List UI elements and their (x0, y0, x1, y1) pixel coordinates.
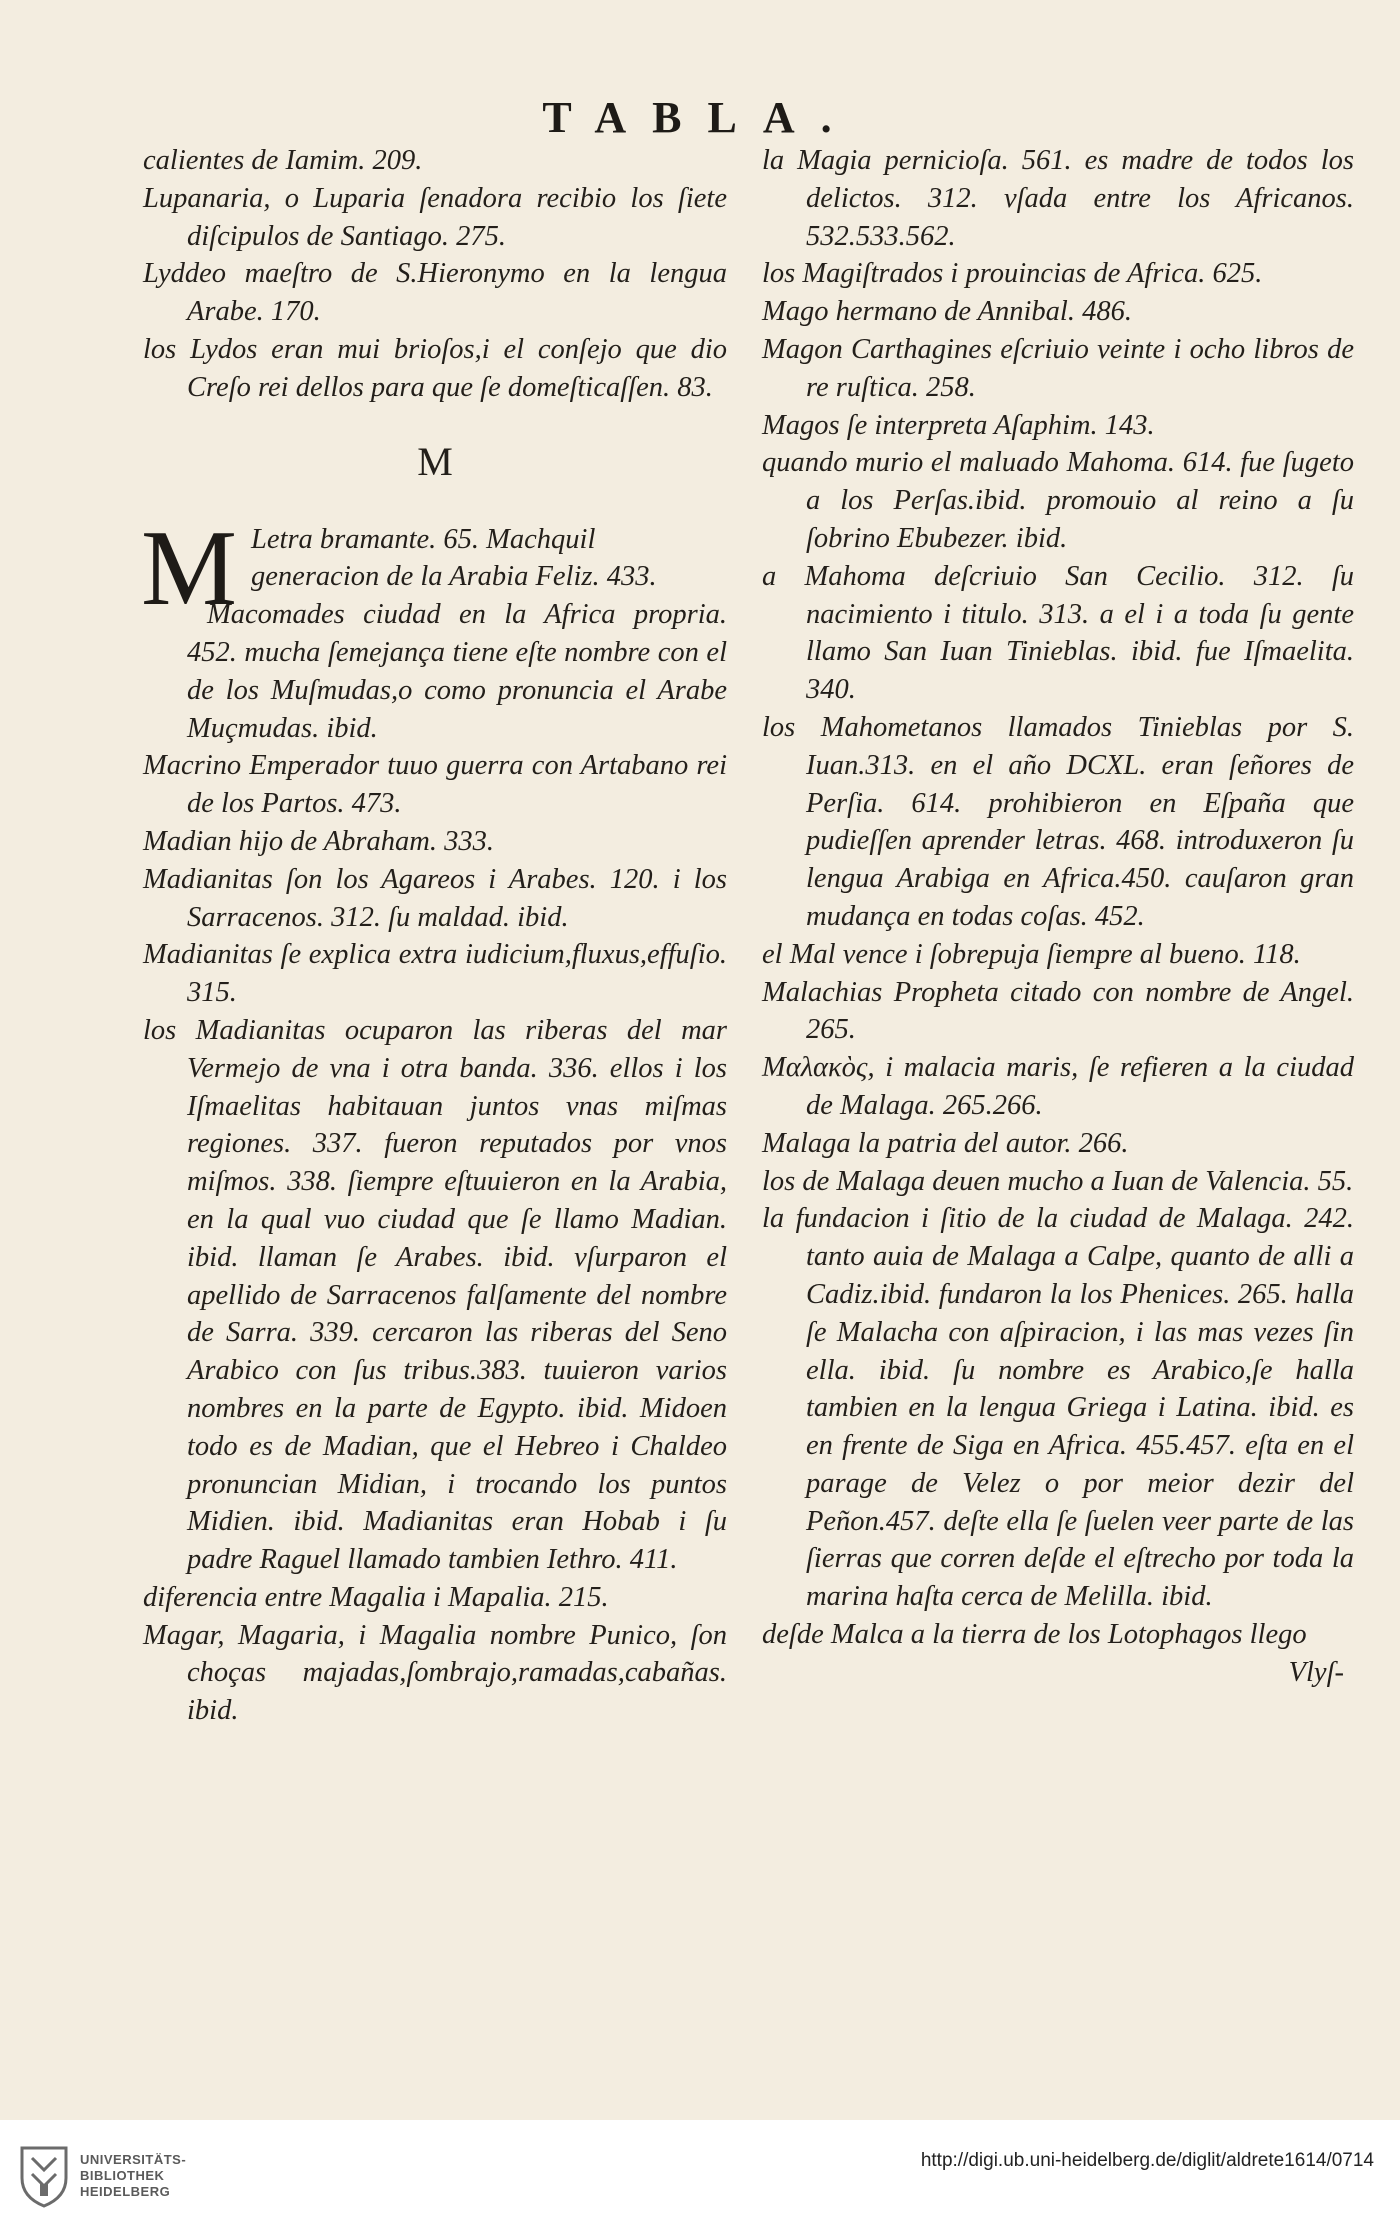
index-entry: el Mal vence i ſobrepuja ſiempre al bueno. 118. (762, 938, 1301, 970)
index-entry: Madianitas ſon los Agareos i Arabes. 120. i los Sarracenos. 312. ſu maldad. ibid. (143, 863, 727, 933)
viewer-footer (0, 2120, 1400, 2232)
dropcap-entry-text: Letra bramante. 65. Machquil generacion de la Arabia Feliz. 433. (251, 523, 657, 593)
running-head: TABLA. (542, 93, 858, 142)
right-column (762, 142, 1354, 1692)
institution-line: BIBLIOTHEK (80, 2168, 165, 2183)
index-entry: diferencia entre Magalia i Mapalia. 215. (143, 1581, 609, 1613)
index-entry: Μαλακὸς, i malacia maris, ſe refieren a la ciudad de Malaga. 265.266. (762, 1052, 1354, 1121)
index-entry: Macrino Emperador tuuo guerra con Artabano rei de los Partos. 473. (143, 750, 727, 820)
index-entry: quando murio el maluado Mahoma. 614. fue ſugeto a los Perſas.ibid. promouio al reino a ſu ſobrino Ebubezer. ibid. (762, 447, 1354, 554)
index-entry: Magar, Magaria, i Magalia nombre Punico, ſon choças majadas,ſombrajo,ramadas,cabañas. ibid. (143, 1619, 727, 1727)
index-entry: Mago hermano de Annibal. 486. (762, 296, 1132, 328)
index-entry: los Madianitas ocuparon las riberas del mar Vermejo de vna i otra banda. 336. ellos i los Iſmaelitas habitauan juntos vnas miſmas regiones. 337. fueron reputados por vnos miſmos. 338. ſiempre eſtuuieron en la Arabia, en la qual vuo ciudad que ſe llamo Madian. ibid. llaman ſe Arabes. ibid. vſurparon el apellido de Sarracenos falſamente del nombre de Sarra. 339. cercaron las riberas del Seno Arabico con ſus tribus.383. tuuieron varios nombres en la parte de Egypto. ibid. Midoen todo es de Madian, que el Hebreo i Chaldeo pronuncian Midian, i trocando los puntos Midien. ibid. Madianitas eran Hobab i ſu padre Raguel llamado tambien Iethro. 411. (143, 1014, 727, 1576)
index-entry: la fundacion i ſitio de la ciudad de Malaga. 242. tanto auia de Malaga a Calpe, quanto de alli a Cadiz.ibid. fundaron la los Phenices. 265. halla ſe Malacha con aſpiracion, i las mas vezes ſin ella. ibid. ſu nombre es Arabico,ſe halla tambien en la lengua Griega i Latina. ibid. es en frente de Siga en Africa. 455.457. eſta en el parage de Velez o por meior dezir del Peñon.457. deſte ella ſe ſuelen veer parte de las ſierras que corren deſde el eſtrecho por toda la marina haſta cerca de Melilla. ibid. (762, 1203, 1354, 1613)
index-entry: los Lydos eran mui brioſos,i el conſejo que dio Creſo rei dellos para que ſe domeſticaſſen. 83. (143, 333, 727, 403)
catchword: Vlyſ- (1288, 1656, 1344, 1688)
institution-name (80, 2152, 186, 2200)
institution-line: UNIVERSITÄTS- (80, 2152, 187, 2167)
institution-line: HEIDELBERG (80, 2184, 171, 2199)
index-entry: Madian hijo de Abraham. 333. (143, 825, 494, 857)
left-column (143, 142, 727, 1730)
drop-cap-letter: M (141, 508, 238, 628)
index-entry: Macomades ciudad en la Africa propria. 452. mucha ſemejança tiene eſte nombre con el de los Muſmudas,o como pronuncia el Arabe Muçmudas. ibid. (187, 599, 727, 744)
index-entry: los Mahometanos llamados Tinieblas por S. Iuan.313. en el año DCXL. eran ſeñores de Perſia. 614. prohibieron en Eſpaña que pudieſſen aprender letras. 468. introduxeron ſu lengua Arabiga en Africa.450. cauſaron gran mudança en todas coſas. 452. (762, 711, 1354, 932)
index-entry: a Mahoma deſcriuio San Cecilio. 312. ſu nacimiento i titulo. 313. a el i a toda ſu gente llamo San Iuan Tinieblas. ibid. fue Iſmaelita. 340. (762, 560, 1354, 706)
index-entry: los de Malaga deuen mucho a Iuan de Valencia. 55. (762, 1165, 1354, 1197)
section-letter-heading: M (417, 438, 453, 484)
index-entry: Lupanaria, o Luparia ſenadora recibio los ſiete diſcipulos de Santiago. 275. (143, 182, 727, 252)
index-entry: calientes de Iamim. 209. (143, 145, 423, 176)
index-entry: los Magiſtrados i prouincias de Africa. 625. (762, 258, 1263, 290)
university-seal-icon (16, 2144, 72, 2208)
index-entry: Malachias Propheta citado con nombre de Angel. 265. (762, 976, 1354, 1046)
source-url-link[interactable]: http://digi.ub.uni-heidelberg.de/diglit/aldrete1614/0714 (920, 2150, 1374, 2171)
index-entry: Madianitas ſe explica extra iudicium,fluxus,effuſio. 315. (143, 939, 727, 1009)
index-entry: deſde Malca a la tierra de los Lotophagos llego (762, 1619, 1307, 1651)
index-entry: la Magia pernicioſa. 561. es madre de todos los delictos. 312. vſada entre los Africanos. 532.533.562. (762, 145, 1354, 252)
index-entry: Malaga la patria del autor. 266. (762, 1127, 1129, 1159)
index-entry: Magos ſe interpreta Aſaphim. 143. (762, 409, 1155, 441)
index-entry: Magon Carthagines eſcriuio veinte i ocho libros de re ruſtica. 258. (762, 333, 1354, 403)
dropcap-entry (141, 508, 727, 628)
index-entry: Lyddeo maeſtro de S.Hieronymo en la lengua Arabe. 170. (143, 258, 727, 328)
